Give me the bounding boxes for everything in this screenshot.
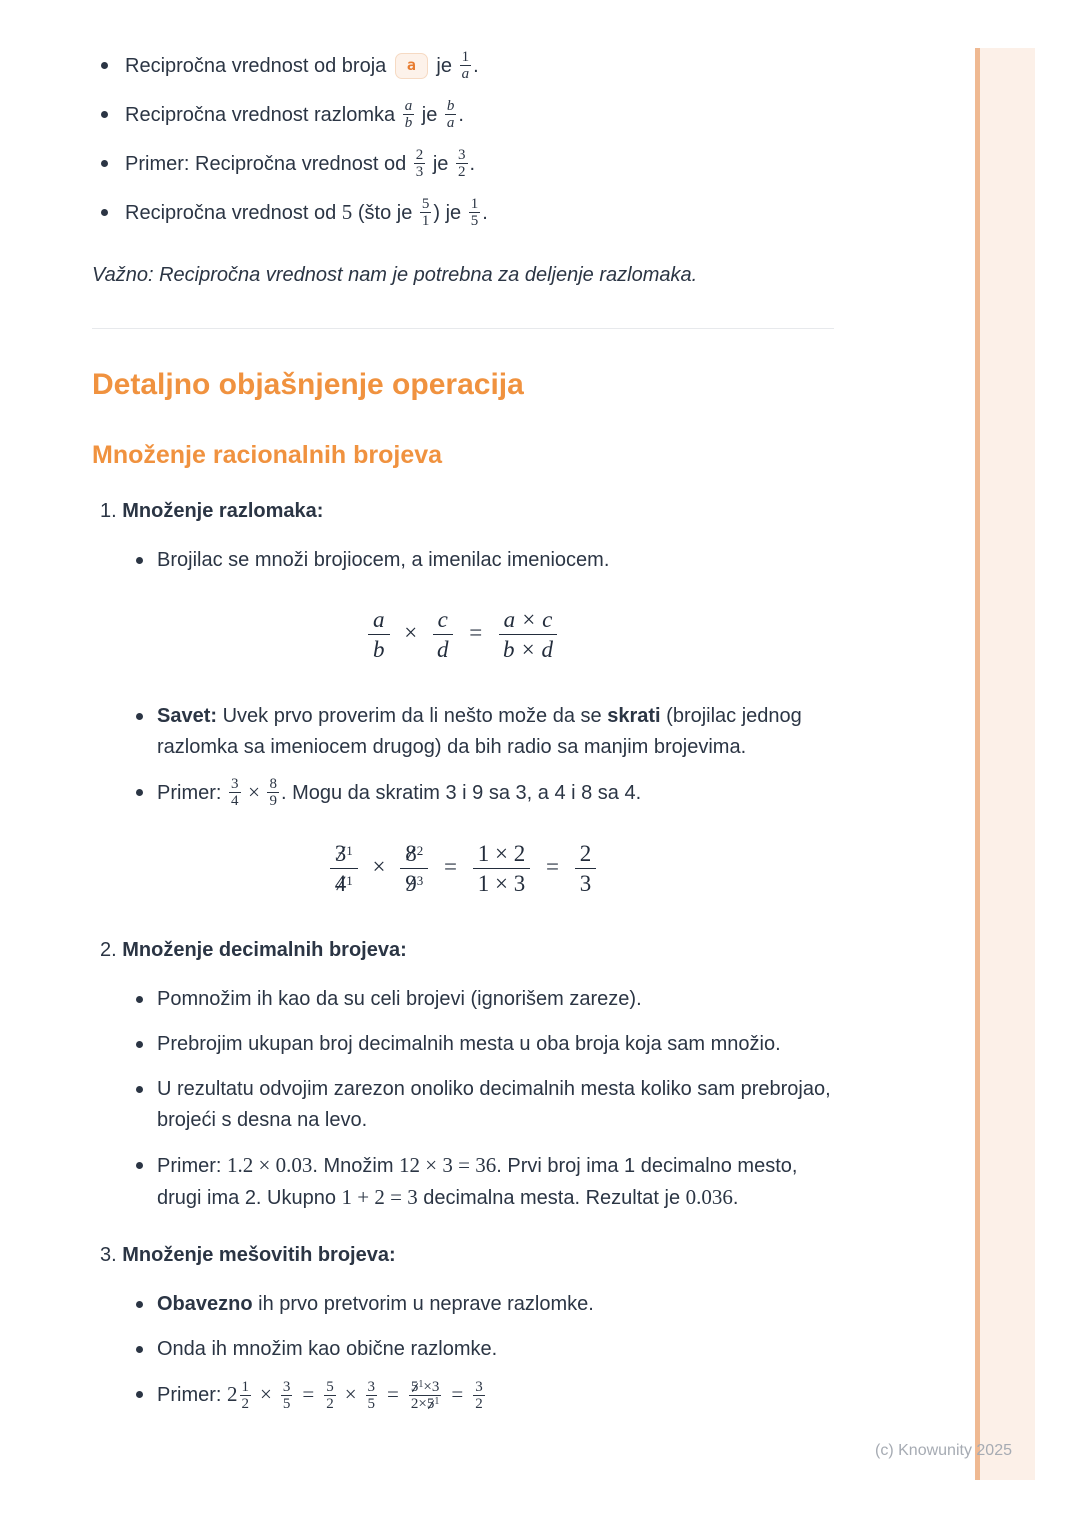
- code-badge-a: a: [395, 53, 428, 79]
- fraction: [445, 98, 457, 131]
- denominator: 9: [269, 793, 277, 810]
- numerator: 2: [575, 840, 597, 869]
- numerator: 8: [269, 776, 277, 793]
- math-run: ×3: [423, 1379, 440, 1396]
- text-run: . Prvi broj ima 1 decimalno mesto, drugi ima 2. Ukupno: [157, 1155, 798, 1210]
- formula-fraction-multiplication: [92, 606, 834, 663]
- important-note: Važno: Recipročna vrednost nam je potrebna za deljenje razlomaka.: [92, 264, 698, 287]
- list-item: [92, 197, 834, 230]
- cancelled-number: 9: [405, 871, 417, 897]
- numerator: 2: [415, 147, 424, 163]
- item-number: 2.: [100, 939, 117, 962]
- text-run: Recipročna vrednost od: [125, 202, 337, 224]
- math-run: 2×: [410, 1396, 427, 1413]
- text-run: je: [432, 152, 449, 175]
- text-run: . Množim: [312, 1155, 394, 1178]
- math-run: 1.2 × 0.03: [227, 1153, 313, 1178]
- text-run: Uvek prvo proverim da li nešto može da se: [222, 705, 602, 728]
- list-item: [92, 1334, 834, 1365]
- denominator: 5: [470, 213, 479, 230]
- denominator: [409, 1396, 441, 1412]
- numerator: 1: [470, 196, 479, 213]
- reciprocal-list: [92, 50, 834, 230]
- text-run: je: [436, 54, 452, 77]
- denominator: 3: [579, 871, 592, 897]
- denominator: b: [404, 115, 413, 131]
- fraction: [366, 1379, 378, 1412]
- list-item: [92, 99, 834, 132]
- fraction: [473, 1379, 485, 1412]
- fraction: [229, 776, 241, 809]
- text-run: Primer: Recipročna vrednost od: [125, 152, 407, 175]
- whole-number: 2: [227, 1382, 238, 1407]
- numerator: 1: [241, 1379, 250, 1396]
- list-item: [92, 148, 834, 181]
- item-number: 1.: [100, 500, 117, 523]
- copyright-footer: (c) Knowunity 2025: [875, 1442, 1012, 1459]
- document-content: [92, 50, 834, 1427]
- list-item: [92, 701, 834, 763]
- list-item: [92, 1029, 834, 1060]
- denominator: [400, 869, 428, 897]
- numbered-item-title: [92, 935, 834, 966]
- denominator: 2: [326, 1396, 334, 1413]
- text-run: Primer:: [157, 782, 222, 805]
- text-run: U rezultatu odvojim zarezon onoliko decimalnih mesta koliko sam prebrojao, brojeći s desna na levo.: [157, 1078, 831, 1132]
- numerator: 3: [231, 776, 239, 793]
- cancel-exponent: 3: [416, 873, 424, 889]
- cancel-exponent: 1: [346, 873, 353, 889]
- bold-run: skrati: [607, 705, 661, 728]
- text-run: Recipročna vrednost razlomka: [125, 103, 396, 126]
- list-item: [92, 1150, 834, 1214]
- inline-formula: [227, 1379, 487, 1413]
- cancelled-number: 5: [410, 1379, 419, 1396]
- denominator: 5: [282, 1396, 291, 1413]
- fraction: [324, 1379, 336, 1412]
- numerator: a: [368, 606, 390, 635]
- fraction: [498, 606, 558, 663]
- numbered-item-title: [92, 1240, 834, 1271]
- text-run: Primer:: [157, 1384, 222, 1407]
- fraction: [575, 840, 597, 897]
- list-item: [92, 1074, 834, 1136]
- denominator: 3: [415, 164, 424, 180]
- denominator: [330, 869, 358, 897]
- section-list: [92, 701, 834, 810]
- denominator: b × d: [502, 637, 553, 663]
- denominator: d: [436, 637, 449, 663]
- cancel-exponent: 1: [434, 1396, 440, 1408]
- numerator: 5: [326, 1379, 334, 1396]
- text-run: . Mogu da skratim 3 i 9 sa 3, a 4 i 8 sa 4.: [280, 782, 642, 805]
- divider: [92, 328, 834, 329]
- formula-cancellation: [92, 840, 834, 897]
- numerator: 1: [461, 49, 470, 65]
- fraction: [460, 49, 472, 82]
- section-multiplying-mixed-numbers: [92, 1240, 834, 1413]
- math-run: 12 × 3 = 36: [399, 1153, 497, 1178]
- numerator: b: [446, 98, 455, 114]
- text-run: Onda ih množim kao obične razlomke.: [157, 1338, 498, 1361]
- item-title-text: Množenje razlomaka:: [122, 500, 324, 523]
- text-run: Pomnožim ih kao da su celi brojevi (ignorišem zareze).: [157, 988, 642, 1011]
- fraction: [403, 98, 415, 131]
- times-operator: ×: [372, 854, 386, 880]
- numerator: c: [433, 606, 453, 635]
- bold-run: Savet:: [157, 705, 218, 728]
- fraction: [240, 1379, 252, 1412]
- equals-sign: =: [444, 854, 457, 880]
- text-run: Brojilac se množi brojiocem, a imenilac imeniocem.: [157, 549, 610, 572]
- fraction: [473, 840, 530, 897]
- numerator: 5: [421, 196, 430, 213]
- page-title: Detaljno objašnjenje operacija: [92, 368, 524, 402]
- numerator: [330, 840, 358, 869]
- denominator: 1: [421, 213, 430, 230]
- numerator: 1 × 2: [473, 840, 530, 869]
- fraction-with-cancellation: [409, 1379, 441, 1412]
- math-run: 5: [341, 200, 353, 224]
- list-item: [92, 50, 834, 83]
- cancel-exponent: 2: [416, 843, 424, 859]
- cancelled-number: 4: [334, 871, 347, 897]
- text-run: .: [732, 1187, 739, 1210]
- item-title-text: Množenje mešovitih brojeva:: [122, 1244, 396, 1267]
- text-run: (što je: [357, 202, 413, 224]
- numerator: [400, 840, 428, 869]
- denominator: a: [461, 66, 470, 82]
- cancelled-number: 8: [405, 841, 417, 867]
- fraction: [420, 196, 432, 229]
- text-run: decimalna mesta. Rezultat je: [423, 1187, 681, 1210]
- fraction: [456, 147, 468, 180]
- text-run: Prebrojim ukupan broj decimalnih mesta u oba broja koja sam množio.: [157, 1033, 781, 1056]
- fraction: [267, 776, 279, 809]
- fraction: [414, 147, 426, 180]
- section-list: [92, 545, 834, 576]
- text-run: je: [421, 103, 438, 126]
- cancel-exponent: 1: [346, 843, 353, 859]
- fraction: [432, 606, 454, 663]
- text-run: .: [458, 103, 464, 126]
- equals-sign: =: [387, 1382, 399, 1407]
- numerator: 3: [458, 147, 466, 163]
- denominator: 5: [367, 1396, 376, 1413]
- denominator: 2: [241, 1396, 250, 1413]
- cancelled-number: 3: [334, 841, 347, 867]
- text-run: .: [473, 54, 479, 77]
- text-run: (brojilac jednog razlomka sa imeniocem drugog) da bih radio sa manjim brojevima.: [157, 705, 802, 759]
- text-run: Primer:: [157, 1155, 222, 1178]
- times-operator: ×: [248, 780, 260, 805]
- item-number: 3.: [100, 1244, 117, 1267]
- section-multiplying-decimals: [92, 935, 834, 1214]
- denominator: b: [373, 637, 385, 663]
- numerator: 3: [475, 1379, 483, 1396]
- item-title-text: Množenje decimalnih brojeva:: [122, 939, 407, 962]
- denominator: 2: [458, 164, 466, 180]
- denominator: 4: [231, 793, 239, 810]
- text-run: .: [482, 202, 488, 224]
- list-item: [92, 984, 834, 1015]
- numbered-item-title: [92, 496, 834, 527]
- text-run: .: [469, 152, 476, 175]
- list-item: [92, 777, 834, 810]
- fraction: [400, 840, 428, 897]
- times-operator: ×: [344, 1382, 357, 1407]
- section-multiplying-fractions: [92, 496, 834, 897]
- fraction: [281, 1379, 293, 1412]
- denominator: 2: [475, 1396, 483, 1413]
- text-run: ) je: [433, 202, 462, 224]
- numerator: a × c: [499, 606, 558, 635]
- fraction: [469, 196, 481, 229]
- section-list: [92, 984, 834, 1214]
- math-run: 0.036: [685, 1185, 733, 1210]
- text-run: Recipročna vrednost od broja: [125, 54, 387, 77]
- right-margin-band: [980, 48, 1035, 1480]
- fraction: [368, 606, 390, 663]
- text-run: ih prvo pretvorim u neprave razlomke.: [258, 1293, 594, 1316]
- times-operator: ×: [404, 620, 418, 645]
- equals-sign: =: [302, 1382, 315, 1407]
- times-operator: ×: [260, 1382, 272, 1407]
- equals-sign: =: [451, 1382, 464, 1407]
- equals-sign: =: [469, 620, 483, 645]
- denominator: a: [446, 115, 455, 131]
- numerator: a: [404, 98, 413, 114]
- list-item: [92, 1379, 834, 1413]
- section-heading: Množenje racionalnih brojeva: [92, 441, 443, 470]
- list-item: [92, 545, 834, 576]
- math-run: 1 + 2 = 3: [341, 1185, 418, 1210]
- cancelled-number: 5: [426, 1396, 435, 1413]
- list-item: [92, 1289, 834, 1320]
- denominator: 1 × 3: [477, 871, 526, 897]
- fraction: [330, 840, 358, 897]
- section-list: [92, 1289, 834, 1413]
- numerator: 3: [367, 1379, 376, 1396]
- cancel-exponent: 1: [418, 1379, 424, 1391]
- bold-run: Obavezno: [157, 1293, 253, 1316]
- numerator: [409, 1379, 441, 1396]
- numerator: 3: [282, 1379, 291, 1396]
- equals-sign: =: [545, 854, 559, 880]
- right-margin-line: [975, 48, 980, 1480]
